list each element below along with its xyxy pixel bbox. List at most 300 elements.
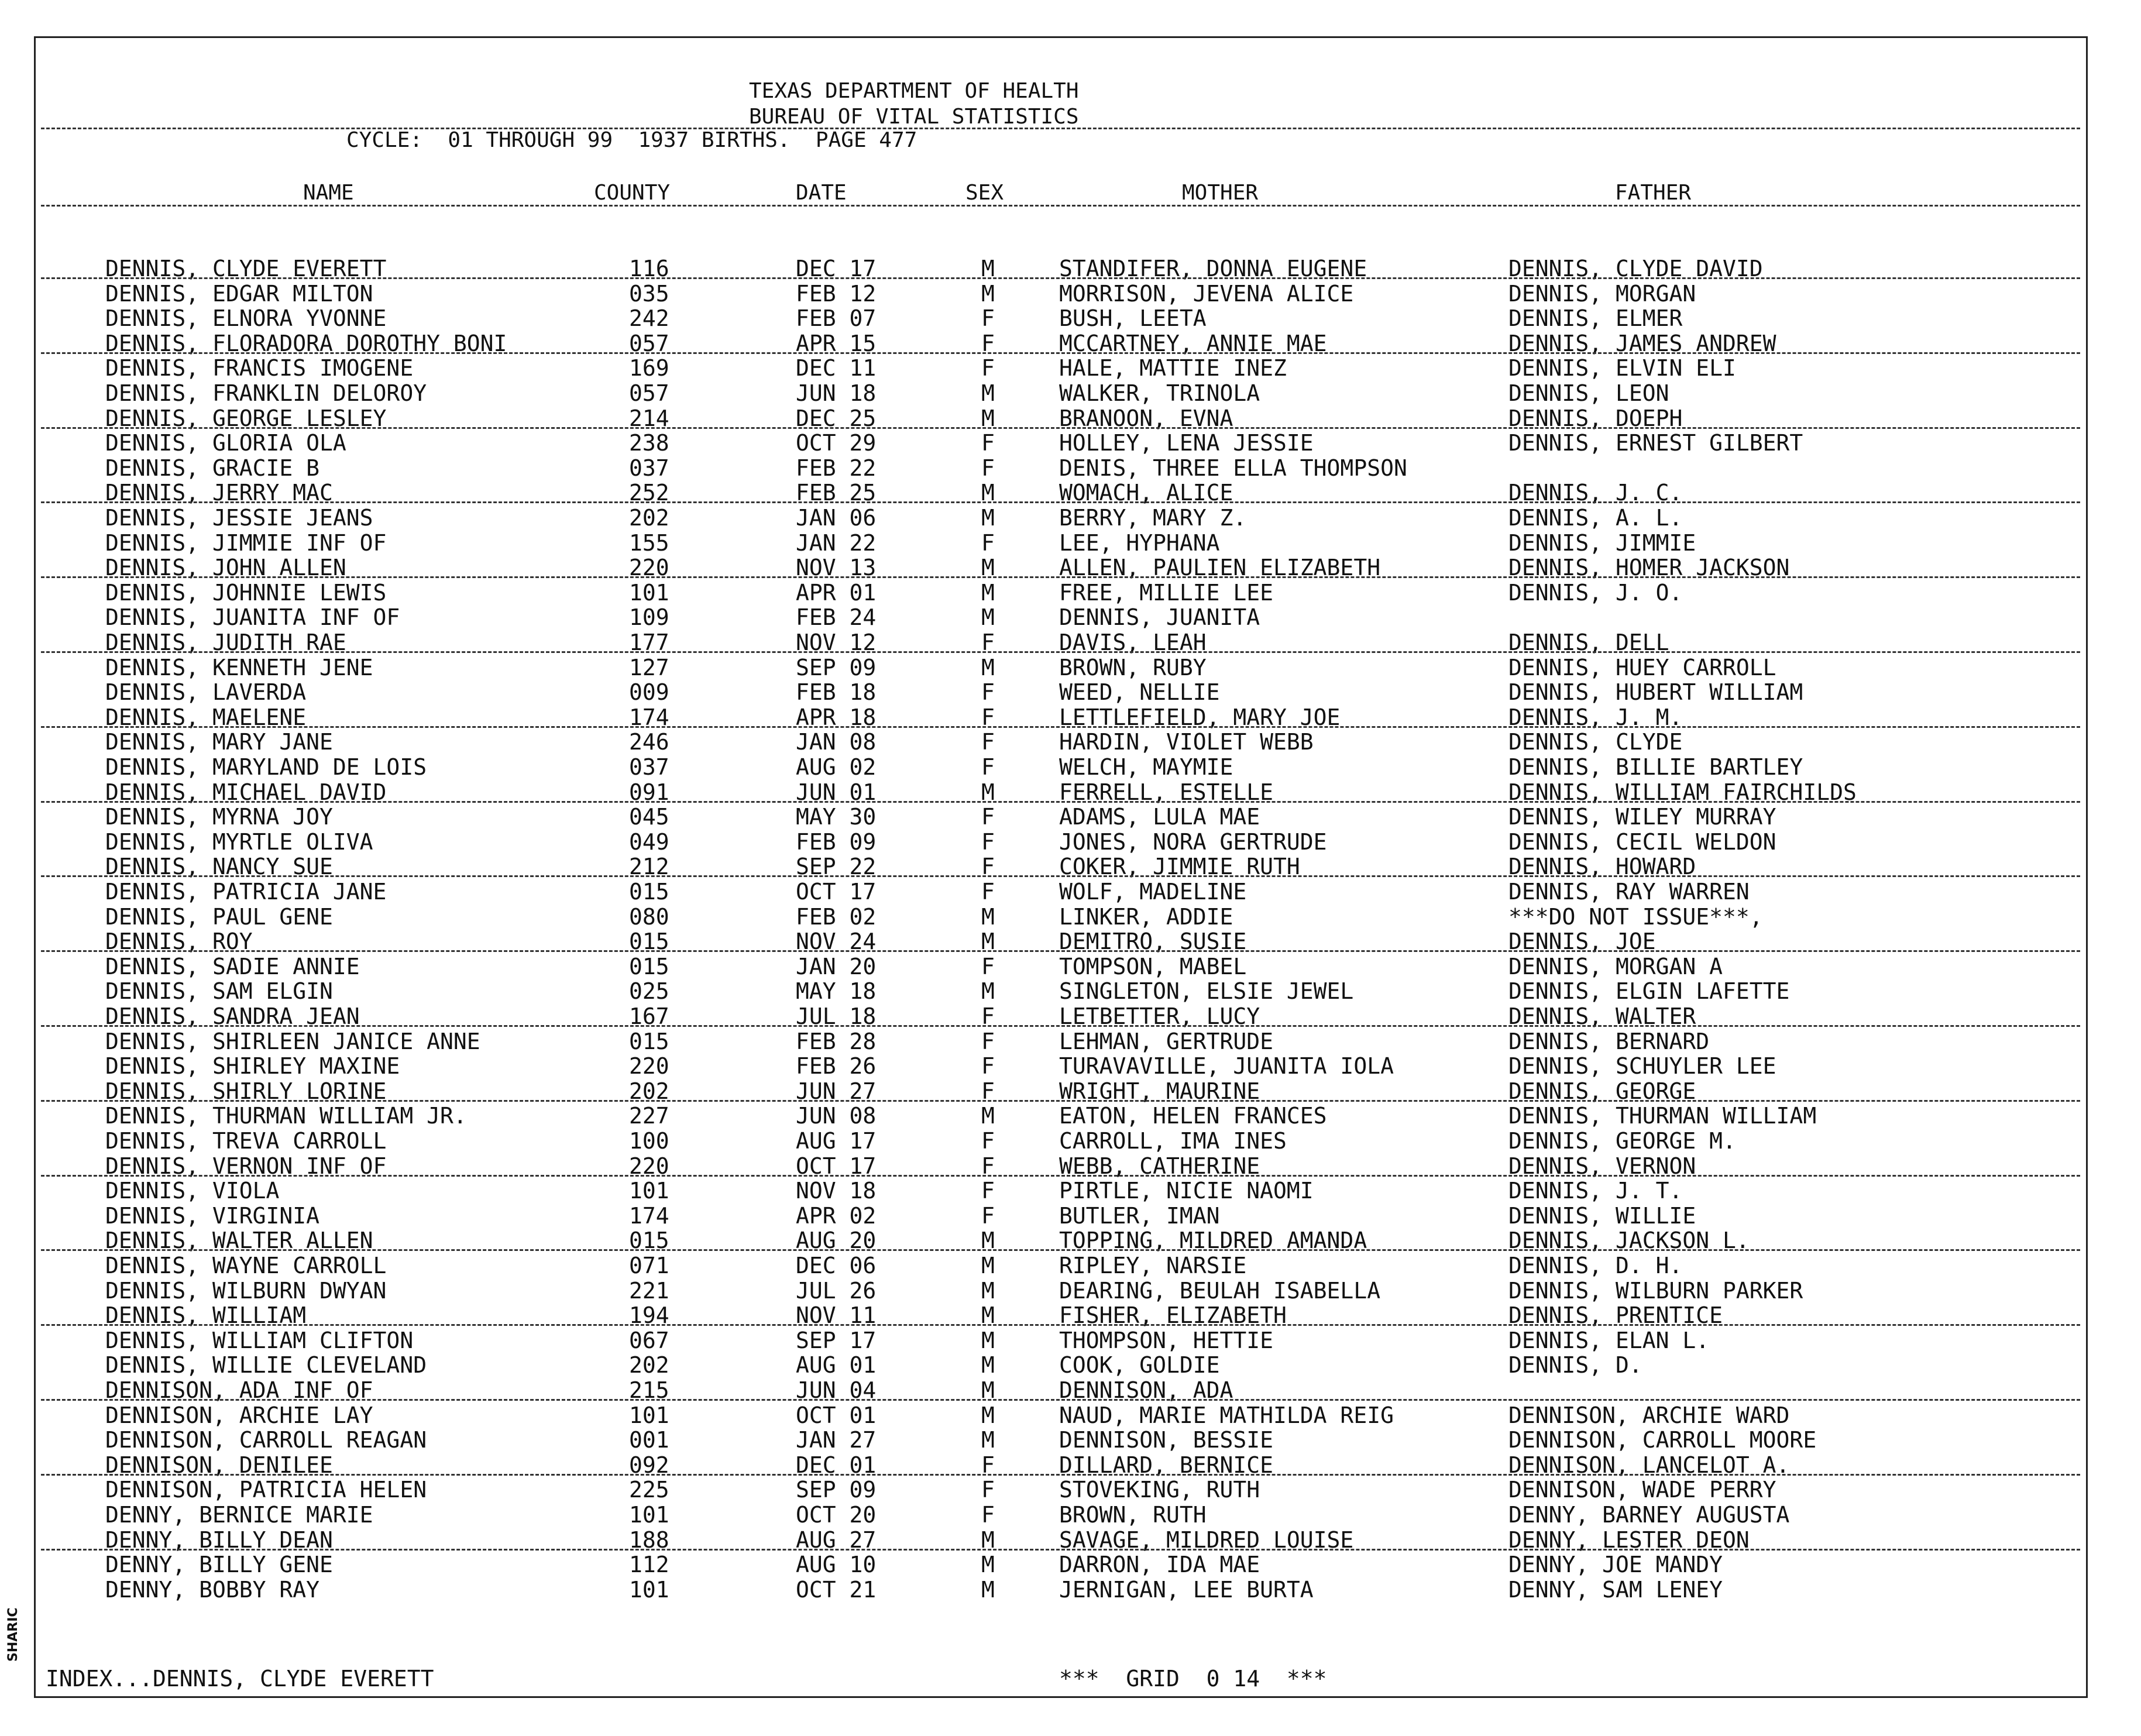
cell-mother: PIRTLE, NICIE NAOMI — [1059, 1178, 1314, 1204]
cell-county: 015 — [629, 1028, 669, 1054]
cell-county: 220 — [629, 1053, 669, 1080]
cell-sex: M — [981, 1576, 995, 1603]
cell-father: DENNIS, THURMAN WILLIAM — [1508, 1103, 1817, 1129]
cell-name: DENNIS, SHIRLEEN JANICE ANNE — [105, 1028, 480, 1054]
cell-date: JAN 06 — [796, 505, 877, 531]
cell-father: DENNIS, BILLIE BARTLEY — [1508, 754, 1803, 780]
cell-name: DENNIS, SHIRLEY MAXINE — [105, 1053, 400, 1080]
cell-mother: WALKER, TRINOLA — [1059, 380, 1260, 406]
cell-name: DENNIS, NANCY SUE — [105, 854, 333, 880]
column-header-sex: SEX — [965, 181, 1004, 205]
cell-father: DENNIS, JIMMIE — [1508, 530, 1696, 556]
cell-name: DENNIS, ROY — [105, 929, 253, 955]
cell-name: DENNIS, SHIRLY LORINE — [105, 1078, 387, 1104]
cell-sex: F — [981, 754, 995, 780]
cell-name: DENNISON, DENILEE — [105, 1452, 333, 1478]
cell-father: DENNIS, WILEY MURRAY — [1508, 804, 1776, 830]
cell-sex: F — [981, 1028, 995, 1054]
cell-mother: WOMACH, ALICE — [1059, 480, 1233, 506]
cell-father: DENNISON, CARROLL MOORE — [1508, 1427, 1817, 1453]
cell-sex: F — [981, 729, 995, 755]
cell-mother: WEED, NELLIE — [1059, 679, 1220, 706]
cell-date: NOV 24 — [796, 929, 877, 955]
cell-sex: M — [981, 779, 995, 805]
cell-father: DENNIS, BERNARD — [1508, 1028, 1710, 1054]
cell-father: DENNISON, WADE PERRY — [1508, 1477, 1776, 1503]
cell-mother: ALLEN, PAULIEN ELIZABETH — [1059, 555, 1381, 581]
cell-county: 112 — [629, 1552, 669, 1578]
cell-date: OCT 20 — [796, 1502, 877, 1528]
table-row — [0, 1278, 2141, 1303]
cell-county: 212 — [629, 854, 669, 880]
cell-father: DENNIS, WILLIE — [1508, 1202, 1696, 1229]
cell-date: OCT 01 — [796, 1402, 877, 1428]
cell-sex: F — [981, 1078, 995, 1104]
table-row — [0, 680, 2141, 704]
cell-mother: WELCH, MAYMIE — [1059, 754, 1233, 780]
cell-county: 101 — [629, 1178, 669, 1204]
cell-sex: M — [981, 978, 995, 1005]
cell-county: 188 — [629, 1527, 669, 1553]
table-row — [0, 905, 2141, 929]
cell-sex: M — [981, 1327, 995, 1353]
cell-date: APR 15 — [796, 330, 877, 356]
cell-date: JAN 08 — [796, 729, 877, 755]
cell-mother: DENNISON, ADA — [1059, 1377, 1233, 1403]
cell-name: DENNIS, FRANCIS IMOGENE — [105, 355, 414, 381]
cell-name: DENNIS, EDGAR MILTON — [105, 280, 373, 307]
cell-name: DENNIS, SANDRA JEAN — [105, 1003, 360, 1029]
cell-date: JUN 27 — [796, 1078, 877, 1104]
cell-county: 101 — [629, 579, 669, 606]
cell-name: DENNIS, VERNON INF OF — [105, 1153, 387, 1179]
cell-name: DENNIS, GLORIA OLA — [105, 430, 346, 456]
column-header-divider — [41, 205, 2080, 207]
table-row — [0, 356, 2141, 380]
cell-date: JUN 08 — [796, 1103, 877, 1129]
cell-county: 242 — [629, 305, 669, 332]
cell-date: JAN 27 — [796, 1427, 877, 1453]
cell-county: 101 — [629, 1576, 669, 1603]
cell-name: DENNIS, JOHN ALLEN — [105, 555, 346, 581]
cell-sex: F — [981, 1153, 995, 1179]
cell-county: 101 — [629, 1502, 669, 1528]
column-header-name: NAME — [303, 181, 354, 205]
cell-date: NOV 18 — [796, 1178, 877, 1204]
cell-sex: M — [981, 555, 995, 581]
cell-father: DENNIS, PRENTICE — [1508, 1302, 1723, 1329]
cell-father: DENNIS, WALTER — [1508, 1003, 1696, 1029]
cell-mother: BUTLER, IMAN — [1059, 1202, 1220, 1229]
row-group-divider — [41, 277, 2080, 279]
cell-county: 015 — [629, 953, 669, 979]
cell-date: AUG 17 — [796, 1128, 877, 1154]
cell-name: DENNIS, WILLIAM CLIFTON — [105, 1327, 414, 1353]
cell-county: 101 — [629, 1402, 669, 1428]
cell-sex: M — [981, 280, 995, 307]
cell-name: DENNIS, MYRNA JOY — [105, 804, 333, 830]
cell-name: DENNIS, WILLIE CLEVELAND — [105, 1352, 427, 1379]
cell-sex: M — [981, 604, 995, 631]
cell-father: DENNIS, ELMER — [1508, 305, 1683, 332]
cell-mother: DEMITRO, SUSIE — [1059, 929, 1247, 955]
cell-name: DENNIS, SADIE ANNIE — [105, 953, 360, 979]
table-row — [0, 1253, 2141, 1278]
cell-sex: F — [981, 330, 995, 356]
cell-date: NOV 12 — [796, 630, 877, 655]
cell-sex: M — [981, 505, 995, 531]
row-group-divider — [41, 1249, 2080, 1251]
table-row — [0, 1503, 2141, 1527]
table-row — [0, 879, 2141, 904]
cell-mother: RIPLEY, NARSIE — [1059, 1253, 1247, 1278]
cell-name: DENNIS, FLORADORA DOROTHY BONI — [105, 330, 507, 356]
cell-date: JUN 01 — [796, 779, 877, 805]
cell-date: DEC 01 — [796, 1452, 877, 1478]
cell-father: DENNIS, HOMER JACKSON — [1508, 555, 1790, 581]
cell-county: 127 — [629, 654, 669, 680]
cell-sex: F — [981, 355, 995, 381]
table-row — [0, 1328, 2141, 1353]
cell-sex: M — [981, 1228, 995, 1254]
cell-county: 001 — [629, 1427, 669, 1453]
table-row — [0, 805, 2141, 829]
table-row — [0, 1477, 2141, 1502]
cell-date: DEC 25 — [796, 405, 877, 431]
cell-mother: DAVIS, LEAH — [1059, 630, 1207, 655]
cell-sex: M — [981, 929, 995, 955]
cell-mother: STOVEKING, RUTH — [1059, 1477, 1260, 1503]
cell-county: 220 — [629, 555, 669, 581]
cell-mother: HALE, MATTIE INEZ — [1059, 355, 1287, 381]
table-row — [0, 1403, 2141, 1428]
header-department: TEXAS DEPARTMENT OF HEALTH — [749, 79, 1079, 103]
row-group-divider — [41, 1324, 2080, 1326]
cell-county: 174 — [629, 1202, 669, 1229]
cell-sex: F — [981, 1128, 995, 1154]
cell-county: 100 — [629, 1128, 669, 1154]
cell-name: DENNIS, MYRTLE OLIVA — [105, 829, 373, 855]
column-header-county: COUNTY — [594, 181, 671, 205]
cell-mother: EATON, HELEN FRANCES — [1059, 1103, 1327, 1129]
row-group-divider — [41, 1474, 2080, 1476]
cell-father: DENNIS, DOEPH — [1508, 405, 1683, 431]
cell-mother: LETTLEFIELD, MARY JOE — [1059, 704, 1341, 730]
table-row — [0, 456, 2141, 480]
cell-mother: WRIGHT, MAURINE — [1059, 1078, 1260, 1104]
cell-sex: M — [981, 1253, 995, 1278]
cell-county: 025 — [629, 978, 669, 1005]
table-row — [0, 954, 2141, 979]
cell-name: DENNY, BILLY GENE — [105, 1552, 333, 1578]
cell-sex: F — [981, 305, 995, 332]
cell-mother: BRANOON, EVNA — [1059, 405, 1233, 431]
table-row — [0, 1353, 2141, 1377]
cell-name: DENNIS, GEORGE LESLEY — [105, 405, 387, 431]
cell-county: 252 — [629, 480, 669, 506]
cell-county: 015 — [629, 879, 669, 905]
table-row — [0, 306, 2141, 331]
row-group-divider — [41, 1399, 2080, 1401]
cell-date: JUL 18 — [796, 1003, 877, 1029]
cell-mother: ADAMS, LULA MAE — [1059, 804, 1260, 830]
cell-father: DENNIS, CLYDE — [1508, 729, 1683, 755]
cell-date: OCT 17 — [796, 879, 877, 905]
cell-name: DENNIS, LAVERDA — [105, 679, 307, 706]
cell-sex: F — [981, 1452, 995, 1478]
cell-date: MAY 18 — [796, 978, 877, 1005]
cell-sex: F — [981, 1053, 995, 1080]
cell-mother: MORRISON, JEVENA ALICE — [1059, 280, 1354, 307]
cell-sex: F — [981, 953, 995, 979]
footer-grid: *** GRID 0 14 *** — [1059, 1666, 1327, 1692]
cell-county: 057 — [629, 330, 669, 356]
cell-sex: M — [981, 256, 995, 281]
cell-sex: M — [981, 1377, 995, 1403]
cell-father: DENNIS, CECIL WELDON — [1508, 829, 1776, 855]
cell-county: 194 — [629, 1302, 669, 1329]
cell-mother: SINGLETON, ELSIE JEWEL — [1059, 978, 1354, 1005]
cell-sex: F — [981, 630, 995, 655]
table-row — [0, 1552, 2141, 1577]
table-row — [0, 1178, 2141, 1203]
cell-county: 057 — [629, 380, 669, 406]
cell-date: FEB 24 — [796, 604, 877, 631]
cell-sex: M — [981, 1552, 995, 1578]
cell-name: DENNISON, CARROLL REAGAN — [105, 1427, 427, 1453]
cell-county: 225 — [629, 1477, 669, 1503]
cell-father: DENNY, JOE MANDY — [1508, 1552, 1723, 1578]
cell-county: 049 — [629, 829, 669, 855]
cell-name: DENNY, BILLY DEAN — [105, 1527, 333, 1553]
cell-sex: M — [981, 1527, 995, 1553]
row-group-divider — [41, 1175, 2080, 1177]
cell-father: DENNISON, LANCELOT A. — [1508, 1452, 1790, 1478]
table-row — [0, 580, 2141, 605]
cell-mother: DENNISON, BESSIE — [1059, 1427, 1274, 1453]
row-group-divider — [41, 1549, 2080, 1551]
cell-father: DENNIS, MORGAN — [1508, 280, 1696, 307]
cell-father: DENNIS, D. H. — [1508, 1253, 1683, 1278]
cell-sex: F — [981, 1178, 995, 1204]
cell-county: 202 — [629, 505, 669, 531]
cell-father: DENNIS, ERNEST GILBERT — [1508, 430, 1803, 456]
cell-date: OCT 21 — [796, 1576, 877, 1603]
cell-mother: STANDIFER, DONNA EUGENE — [1059, 256, 1367, 281]
cell-name: DENNIS, FRANKLIN DELOROY — [105, 380, 427, 406]
cell-county: 045 — [629, 804, 669, 830]
cell-sex: F — [981, 455, 995, 481]
row-group-divider — [41, 576, 2080, 578]
cell-father: DENNIS, RAY WARREN — [1508, 879, 1750, 905]
row-group-divider — [41, 501, 2080, 503]
cell-name: DENNISON, PATRICIA HELEN — [105, 1477, 427, 1503]
cell-mother: DEARING, BEULAH ISABELLA — [1059, 1277, 1381, 1304]
cell-date: SEP 09 — [796, 654, 877, 680]
cell-sex: F — [981, 1502, 995, 1528]
cell-date: APR 02 — [796, 1202, 877, 1229]
cell-county: 169 — [629, 355, 669, 381]
cell-date: OCT 29 — [796, 430, 877, 456]
table-row — [0, 506, 2141, 530]
table-row — [0, 1428, 2141, 1452]
cell-county: 221 — [629, 1277, 669, 1304]
cell-mother: LEHMAN, GERTRUDE — [1059, 1028, 1274, 1054]
cell-father: DENNIS, MORGAN A — [1508, 953, 1723, 979]
cell-name: DENNIS, ELNORA YVONNE — [105, 305, 387, 332]
cell-county: 109 — [629, 604, 669, 631]
cell-date: JAN 22 — [796, 530, 877, 556]
cell-name: DENNY, BOBBY RAY — [105, 1576, 320, 1603]
cell-date: FEB 09 — [796, 829, 877, 855]
cell-name: DENNIS, VIOLA — [105, 1178, 280, 1204]
cell-sex: M — [981, 380, 995, 406]
cell-name: DENNIS, JUANITA INF OF — [105, 604, 400, 631]
table-row — [0, 531, 2141, 555]
cell-mother: NAUD, MARIE MATHILDA REIG — [1059, 1402, 1394, 1428]
cell-date: FEB 07 — [796, 305, 877, 332]
cell-sex: F — [981, 1003, 995, 1029]
table-row — [0, 830, 2141, 854]
cell-father: DENNISON, ARCHIE WARD — [1508, 1402, 1790, 1428]
table-row — [0, 431, 2141, 455]
cell-sex: F — [981, 1202, 995, 1229]
cell-father: DENNIS, DELL — [1508, 630, 1669, 655]
cell-county: 214 — [629, 405, 669, 431]
cell-date: DEC 17 — [796, 256, 877, 281]
table-row — [0, 1577, 2141, 1602]
cell-date: JAN 20 — [796, 953, 877, 979]
table-row — [0, 979, 2141, 1003]
cell-father: DENNIS, SCHUYLER LEE — [1508, 1053, 1776, 1080]
cell-mother: TOPPING, MILDRED AMANDA — [1059, 1228, 1367, 1254]
cell-father: DENNIS, A. L. — [1508, 505, 1683, 531]
cell-sex: F — [981, 804, 995, 830]
cell-county: 035 — [629, 280, 669, 307]
cell-sex: M — [981, 1302, 995, 1329]
cell-date: AUG 10 — [796, 1552, 877, 1578]
cell-name: DENNIS, MAELENE — [105, 704, 307, 730]
cell-date: JUL 26 — [796, 1277, 877, 1304]
cell-date: MAY 30 — [796, 804, 877, 830]
cell-sex: F — [981, 430, 995, 456]
cell-mother: WOLF, MADELINE — [1059, 879, 1247, 905]
cell-mother: DARRON, IDA MAE — [1059, 1552, 1260, 1578]
cell-father: DENNIS, J. T. — [1508, 1178, 1683, 1204]
cell-father: DENNIS, WILLIAM FAIRCHILDS — [1508, 779, 1857, 805]
cell-county: 092 — [629, 1452, 669, 1478]
cell-father: DENNIS, GEORGE M. — [1508, 1128, 1736, 1154]
cell-sex: M — [981, 1427, 995, 1453]
cell-sex: F — [981, 854, 995, 880]
cell-name: DENNIS, PAUL GENE — [105, 903, 333, 930]
table-row — [0, 381, 2141, 405]
cell-county: 155 — [629, 530, 669, 556]
cell-sex: M — [981, 1402, 995, 1428]
cell-father: DENNIS, ELGIN LAFETTE — [1508, 978, 1790, 1005]
cell-date: FEB 26 — [796, 1053, 877, 1080]
cell-mother: DILLARD, BERNICE — [1059, 1452, 1274, 1478]
row-group-divider — [41, 801, 2080, 803]
cell-father: DENNIS, JOE — [1508, 929, 1656, 955]
cell-father: DENNY, BARNEY AUGUSTA — [1508, 1502, 1790, 1528]
table-row — [0, 730, 2141, 754]
cell-date: DEC 11 — [796, 355, 877, 381]
cell-date: FEB 12 — [796, 280, 877, 307]
cell-county: 091 — [629, 779, 669, 805]
cell-name: DENNIS, JUDITH RAE — [105, 630, 346, 655]
cell-county: 037 — [629, 455, 669, 481]
cell-father: DENNIS, WILBURN PARKER — [1508, 1277, 1803, 1304]
cell-mother: DENNIS, JUANITA — [1059, 604, 1260, 631]
column-header-date: DATE — [796, 181, 847, 205]
cell-county: 037 — [629, 754, 669, 780]
cell-sex: F — [981, 704, 995, 730]
table-row — [0, 1129, 2141, 1153]
cell-mother: JONES, NORA GERTRUDE — [1059, 829, 1327, 855]
cell-mother: BERRY, MARY Z. — [1059, 505, 1247, 531]
cell-mother: COOK, GOLDIE — [1059, 1352, 1220, 1379]
cell-name: DENNIS, JERRY MAC — [105, 480, 333, 506]
cell-date: APR 01 — [796, 579, 877, 606]
cell-date: NOV 13 — [796, 555, 877, 581]
cell-father: DENNIS, HUEY CARROLL — [1508, 654, 1776, 680]
cell-mother: LETBETTER, LUCY — [1059, 1003, 1260, 1029]
header-cycle: CYCLE: 01 THROUGH 99 1937 BIRTHS. PAGE 477 — [346, 128, 917, 152]
table-row — [0, 1204, 2141, 1228]
cell-name: DENNIS, JIMMIE INF OF — [105, 530, 387, 556]
cell-date: AUG 20 — [796, 1228, 877, 1254]
cell-date: NOV 11 — [796, 1302, 877, 1329]
side-label: SHARIC — [6, 1607, 20, 1662]
cell-mother: SAVAGE, MILDRED LOUISE — [1059, 1527, 1354, 1553]
cell-name: DENNIS, WAYNE CARROLL — [105, 1253, 387, 1278]
row-group-divider — [41, 950, 2080, 952]
cell-date: JUN 18 — [796, 380, 877, 406]
cell-date: FEB 28 — [796, 1028, 877, 1054]
cell-date: SEP 22 — [796, 854, 877, 880]
cell-county: 215 — [629, 1377, 669, 1403]
cell-sex: F — [981, 879, 995, 905]
cell-date: SEP 17 — [796, 1327, 877, 1353]
cell-sex: M — [981, 903, 995, 930]
cell-sex: M — [981, 1277, 995, 1304]
table-row — [0, 655, 2141, 680]
cell-mother: DENIS, THREE ELLA THOMPSON — [1059, 455, 1407, 481]
cell-sex: M — [981, 1103, 995, 1129]
cell-name: DENNISON, ADA INF OF — [105, 1377, 373, 1403]
cell-mother: CARROLL, IMA INES — [1059, 1128, 1287, 1154]
cell-county: 202 — [629, 1352, 669, 1379]
cell-sex: F — [981, 829, 995, 855]
cell-county: 246 — [629, 729, 669, 755]
row-group-divider — [41, 1025, 2080, 1027]
table-row — [0, 1029, 2141, 1054]
cell-mother: BROWN, RUBY — [1059, 654, 1207, 680]
cell-name: DENNIS, WILBURN DWYAN — [105, 1277, 387, 1304]
cell-father: DENNIS, J. C. — [1508, 480, 1683, 506]
cell-sex: M — [981, 480, 995, 506]
cell-mother: BUSH, LEETA — [1059, 305, 1207, 332]
cell-name: DENNY, BERNICE MARIE — [105, 1502, 373, 1528]
cell-name: DENNIS, KENNETH JENE — [105, 654, 373, 680]
cell-sex: M — [981, 1352, 995, 1379]
cell-date: AUG 02 — [796, 754, 877, 780]
row-group-divider — [41, 875, 2080, 877]
cell-name: DENNIS, THURMAN WILLIAM JR. — [105, 1103, 467, 1129]
cell-father: DENNIS, GEORGE — [1508, 1078, 1696, 1104]
cell-sex: F — [981, 679, 995, 706]
